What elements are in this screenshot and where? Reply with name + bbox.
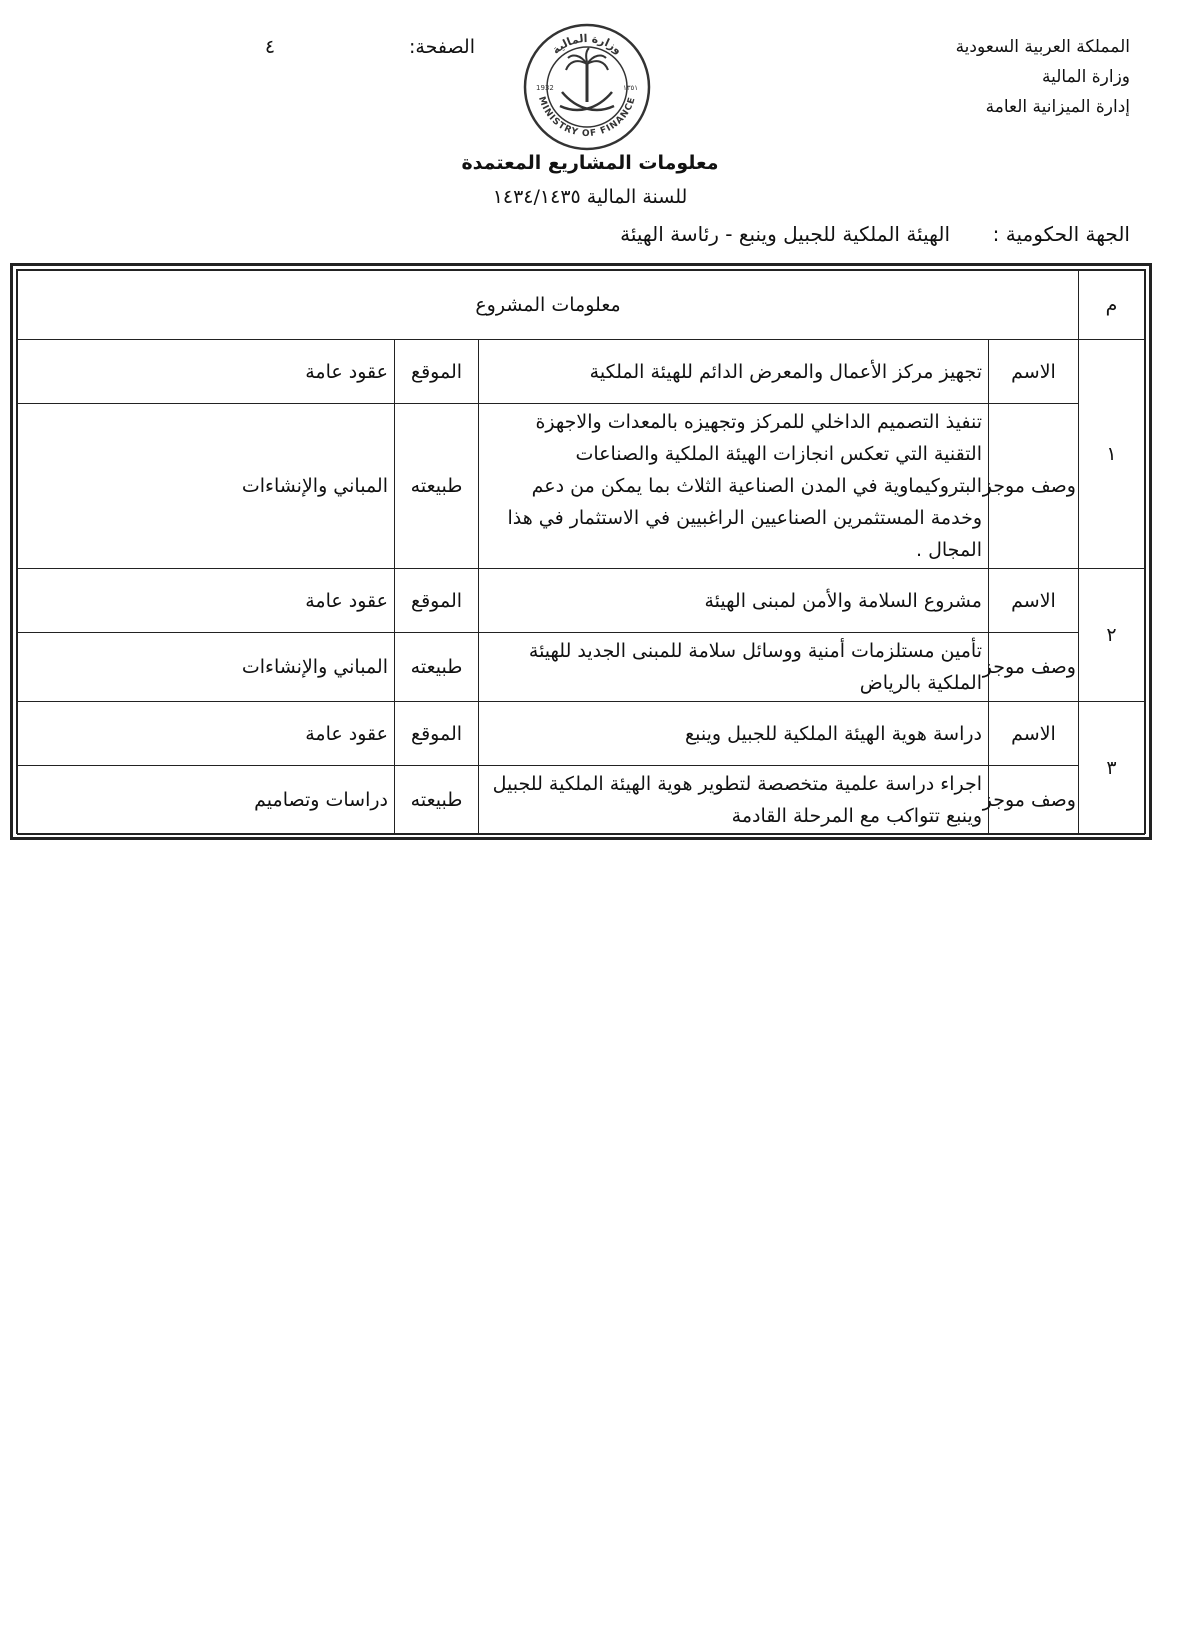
project-location: عقود عامة	[18, 340, 395, 404]
table-row	[18, 340, 1145, 404]
project-name: مشروع السلامة والأمن لمبنى الهيئة	[479, 569, 989, 633]
project-nature: دراسات وتصاميم	[18, 766, 395, 835]
table-row	[18, 766, 1145, 835]
description-label: وصف موجز	[989, 404, 1079, 569]
table-row	[18, 569, 1145, 633]
svg-text:MINISTRY OF FINANCE: MINISTRY OF FINANCE	[536, 95, 638, 140]
header-department: إدارة الميزانية العامة	[985, 97, 1130, 117]
location-label: الموقع	[395, 569, 479, 633]
project-nature: المباني والإنشاءات	[18, 633, 395, 702]
ministry-seal-logo	[522, 22, 652, 152]
name-label: الاسم	[989, 569, 1079, 633]
svg-text:١٣٥١: ١٣٥١	[623, 84, 639, 92]
project-name: تجهيز مركز الأعمال والمعرض الدائم للهيئة الملكية	[479, 340, 989, 404]
nature-label: طبيعته	[395, 633, 479, 702]
page-label: الصفحة:	[408, 36, 475, 58]
project-description: تنفيذ التصميم الداخلي للمركز وتجهيزه بالمعدات والاجهزة التقنية التي تعكس انجازات الهيئة الملكية والصناعات البتروكيماوية في المدن الصناعية الثلاث بما يمكن من دعم وخدمة المستثمرين الصناعيين الراغبيين في الاستثمار في هذا المجال .	[479, 404, 989, 569]
header-country: المملكة العربية السعودية	[955, 37, 1130, 57]
svg-text:1932: 1932	[536, 84, 554, 92]
project-number: ١	[1079, 340, 1145, 569]
location-label: الموقع	[395, 340, 479, 404]
project-nature: المباني والإنشاءات	[18, 404, 395, 569]
location-label: الموقع	[395, 702, 479, 766]
table-header-row	[18, 271, 1145, 340]
name-label: الاسم	[989, 702, 1079, 766]
ministry-header	[870, 32, 1130, 122]
project-location: عقود عامة	[18, 569, 395, 633]
project-name: دراسة هوية الهيئة الملكية للجبيل وينبع	[479, 702, 989, 766]
column-header-project-info: معلومات المشروع	[18, 271, 1079, 340]
nature-label: طبيعته	[395, 766, 479, 835]
government-entity-value: الهيئة الملكية للجبيل وينبع - رئاسة الهيئة	[620, 222, 950, 246]
project-description: اجراء دراسة علمية متخصصة لتطوير هوية الهيئة الملكية للجبيل وينبع تتواكب مع المرحلة القادمة	[479, 766, 989, 835]
nature-label: طبيعته	[395, 404, 479, 569]
project-number: ٣	[1079, 702, 1145, 835]
name-label: الاسم	[989, 340, 1079, 404]
fiscal-year-subtitle: للسنة المالية ١٤٣٤/١٤٣٥	[492, 186, 688, 208]
table-row	[18, 633, 1145, 702]
description-label: وصف موجز	[989, 766, 1079, 835]
government-entity-label: الجهة الحكومية :	[992, 222, 1130, 246]
project-description: تأمين مستلزمات أمنية ووسائل سلامة للمبنى الجديد للهيئة الملكية بالرياض	[479, 633, 989, 702]
description-label: وصف موجز	[989, 633, 1079, 702]
svg-text:وزارة المالية: وزارة المالية	[549, 31, 625, 57]
document-title: معلومات المشاريع المعتمدة	[461, 152, 719, 174]
projects-table-inner-frame	[16, 269, 1146, 834]
projects-table-frame	[10, 263, 1152, 840]
table-row	[18, 702, 1145, 766]
project-number: ٢	[1079, 569, 1145, 702]
project-location: عقود عامة	[18, 702, 395, 766]
column-header-number: م	[1079, 271, 1145, 340]
page-number: ٤	[264, 36, 276, 58]
table-row	[18, 404, 1145, 569]
projects-table	[17, 270, 1145, 835]
header-ministry: وزارة المالية	[1042, 67, 1130, 87]
